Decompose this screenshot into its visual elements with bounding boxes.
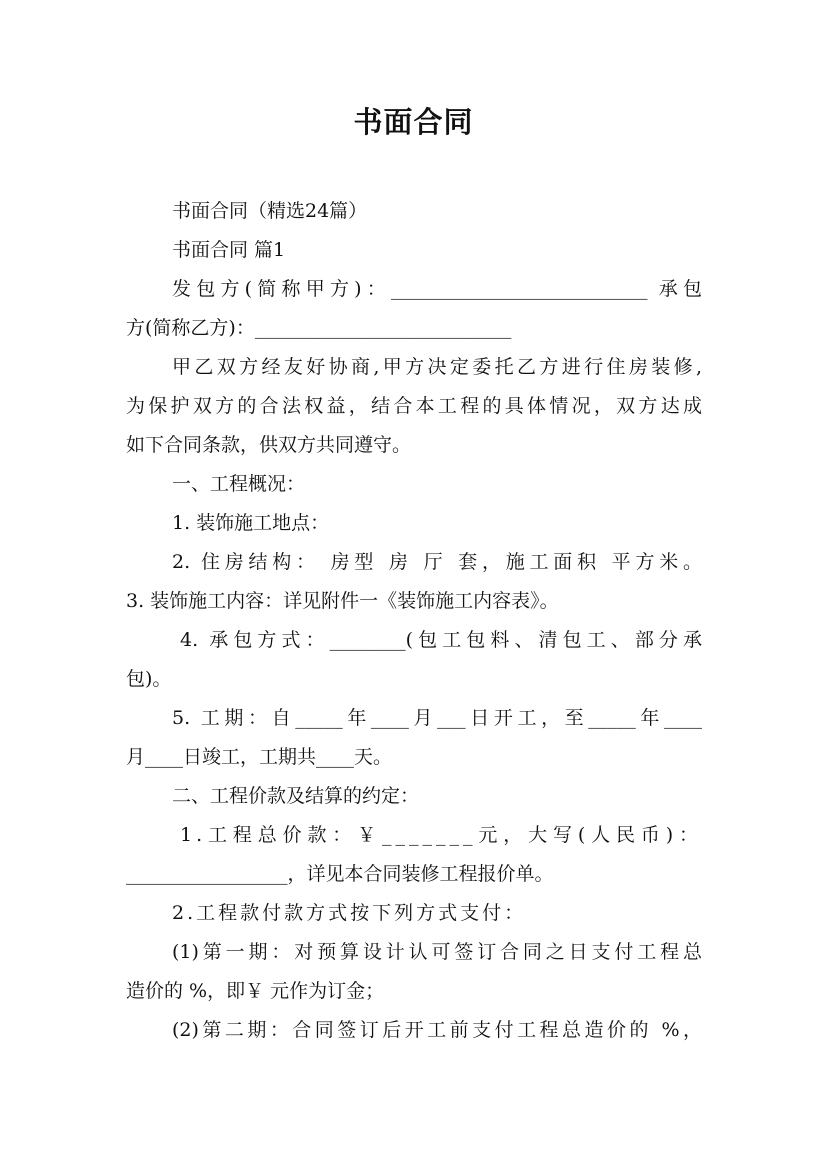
- section-heading: 书面合同 篇1: [172, 239, 286, 261]
- clause-item: 3. 装饰施工内容：详见附件一《装饰施工内容表》。: [126, 590, 559, 612]
- clause-item: 1.工程总价款：￥_______元，大写(人民币)：: [180, 824, 702, 846]
- paragraph-line: 如下合同条款，供双方共同遵守。: [126, 434, 412, 456]
- party-a-line: 发包方(简称甲方)：___________________________ 承包: [172, 278, 702, 300]
- clause-item: 造价的 %，即￥ 元作为订金；: [126, 980, 385, 1002]
- clause-item: 包)。: [126, 668, 172, 690]
- clause-item: 月____日竣工，工期共____天。: [126, 746, 393, 768]
- clause-item: 4. 承包方式：________(包工包料、清包工、部分承: [180, 629, 702, 651]
- clause-item: 2.工程款付款方式按下列方式支付：: [172, 902, 527, 924]
- paragraph-line: 为保护双方的合法权益，结合本工程的具体情况，双方达成: [126, 395, 702, 417]
- clause-item: 1. 装饰施工地点：: [172, 512, 330, 534]
- clause-heading: 一、工程概况：: [172, 473, 306, 495]
- subtitle-line: 书面合同（精选24篇）: [172, 200, 368, 222]
- clause-heading: 二、工程价款及结算的约定：: [172, 785, 420, 807]
- clause-item: 2. 住房结构： 房型 房 厅 套，施工面积 平方米。: [172, 551, 702, 573]
- clause-item: (2)第二期：合同签订后开工前支付工程总造价的 %，: [172, 1019, 702, 1041]
- clause-item: _________________，详见本合同装修工程报价单。: [126, 863, 554, 885]
- clause-item: (1)第一期：对预算设计认可签订合同之日支付工程总: [172, 941, 702, 963]
- document-title: 书面合同: [353, 105, 474, 139]
- clause-item: 5. 工期：自_____年____月___日开工，至_____年____: [172, 707, 702, 729]
- party-b-line: 方(简称乙方)：___________________________: [126, 317, 512, 339]
- paragraph-line: 甲乙双方经友好协商,甲方决定委托乙方进行住房装修,: [172, 356, 702, 378]
